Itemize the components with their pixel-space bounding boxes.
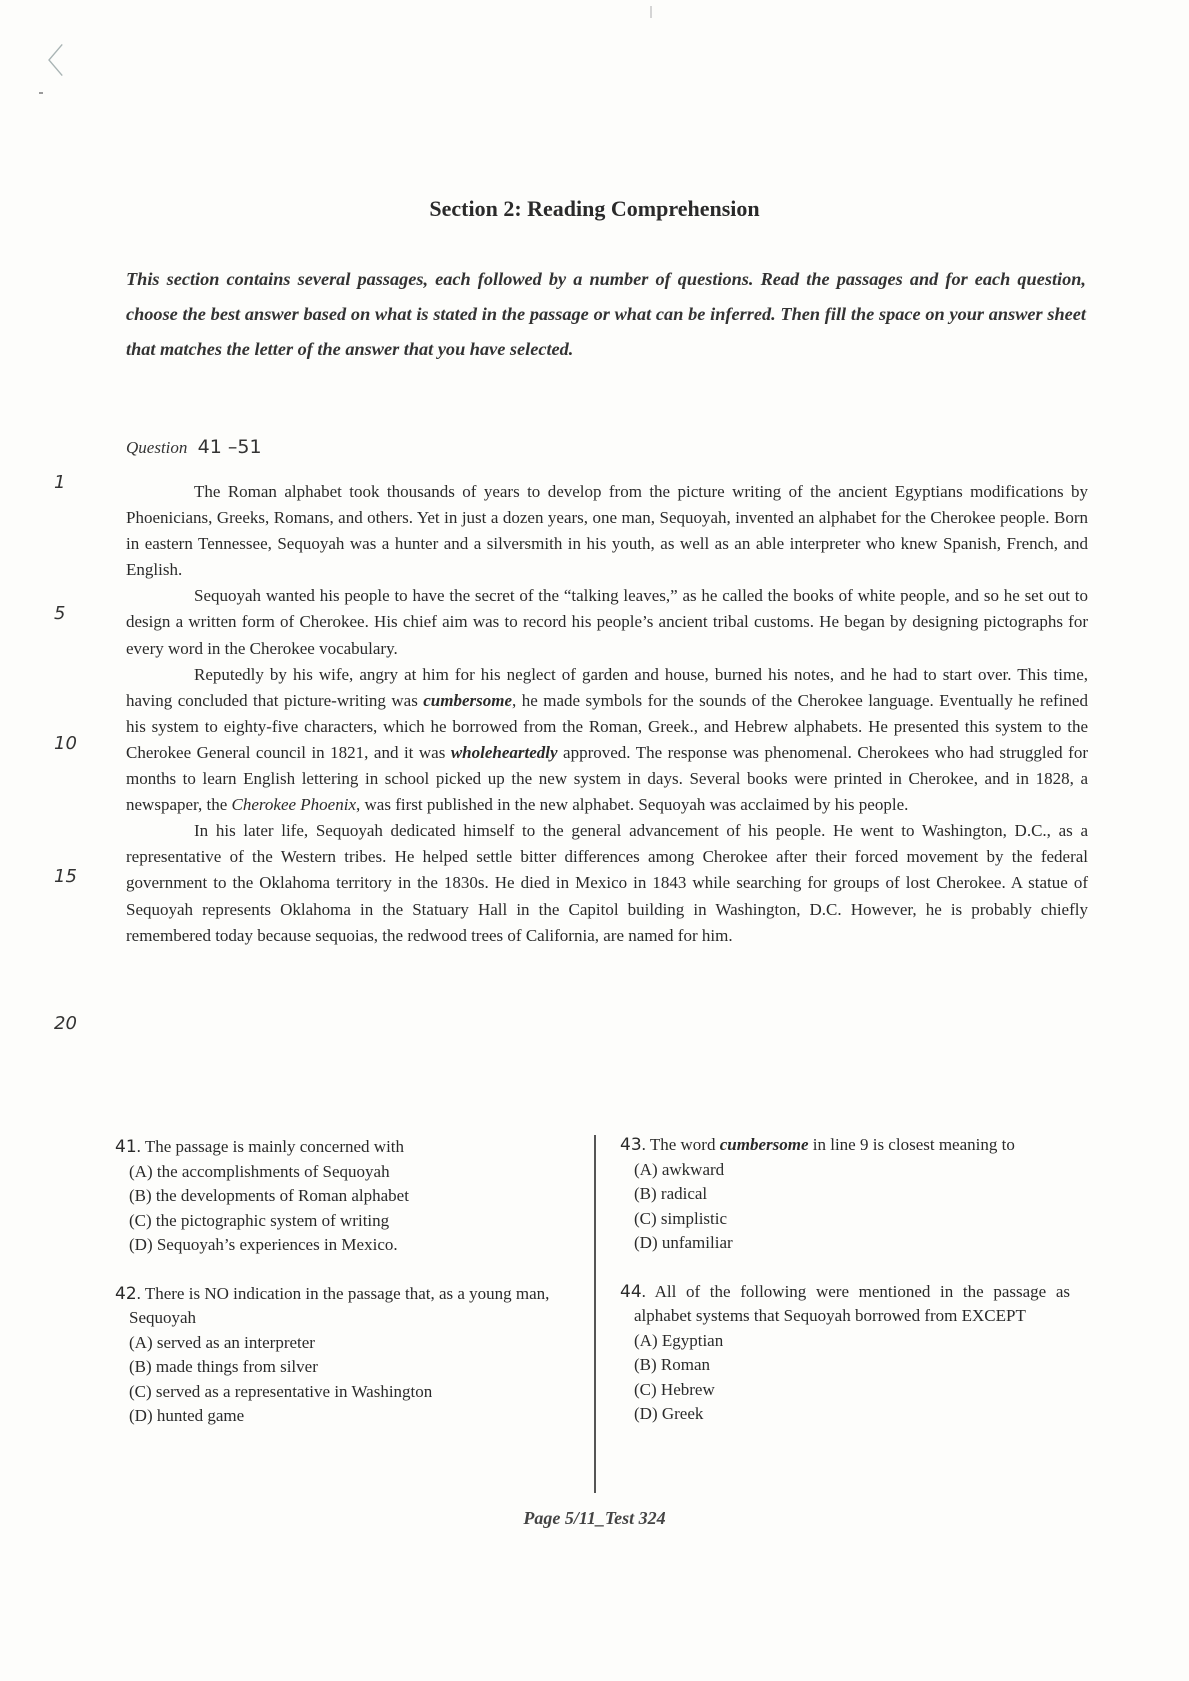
question-range-label: Question [126, 438, 188, 457]
passage-paragraph: In his later life, Sequoyah dedicated himself to the general advancement of his people. He went to Washington, D.C., as a representative of the Western tribes. He helped settle bitter differences among Cherokee after their forced movement by the federal government to the Oklahoma territory in the 1830s. He died in Mexico in 1843 while searching for groups of lost Cherokee. A statue of Sequoyah represents Oklahoma in the Statuary Hall in the Capitol building in Washington, D.C. However, he is probably chiefly remembered today because sequoias, the redwood trees of California, are named for him. [126, 821, 1088, 945]
passage-text: Reputedly by his wife, angry at him for his neglect of garden and house, burned his notes, and he had to start over. This time, having concluded that picture-writing was [126, 664, 1088, 710]
question-text: There is NO indication in the passage that, as a young man, Sequoyah [129, 1283, 550, 1327]
newspaper-title: Cherokee Phoenix [231, 795, 356, 815]
scan-dot [39, 92, 43, 94]
answer-option: (C) Hebrew [634, 1379, 715, 1399]
question-text: The word [649, 1135, 720, 1154]
answer-option: (D) hunted game [129, 1406, 245, 1425]
answer-option: (A) served as an interpreter [129, 1332, 315, 1352]
answer-option: (C) served as a representative in Washington [129, 1381, 433, 1401]
emphasized-word-wholeheartedly: wholeheartedly [450, 742, 558, 762]
answer-option: (B) the developments of Roman alphabet [129, 1186, 409, 1205]
passage-text: , he made symbols for the sounds of the Cherokee language. Eventually he refined his system to eighty-five characters, which he borrowed from the Roman, Greek., and Hebrew alphabets. He presented this system to the Cherokee General council in 1821, and it was [126, 690, 1088, 762]
question-41 [115, 1135, 560, 1258]
question-text: All of the following were mentioned in the passage as alphabet systems that Sequoyah borrowed from EXCEPT [634, 1281, 1071, 1325]
answer-option: (C) simplistic [634, 1208, 728, 1228]
answer-option: (D) Sequoyah’s experiences in Mexico. [129, 1235, 398, 1254]
line-number: 10 [54, 733, 77, 754]
answer-option: (B) radical [634, 1184, 708, 1203]
answer-option: (A) Egyptian [634, 1330, 724, 1350]
question-number: 44 [620, 1281, 642, 1302]
question-number: 41 [115, 1137, 137, 1157]
line-number: 1 [54, 472, 66, 493]
question-stem: 41. The passage is mainly concerned with [115, 1137, 405, 1157]
question-number: 42 [115, 1283, 137, 1304]
question-43 [620, 1133, 1070, 1256]
questions-right-column [620, 1133, 1070, 1441]
question-44 [620, 1280, 1070, 1427]
question-range-numbers: 41 –51 [197, 436, 262, 458]
answer-option: (C) the pictographic system of writing [129, 1210, 390, 1230]
question-text: The passage is mainly concerned with [144, 1137, 405, 1156]
top-scan-tick [650, 6, 652, 18]
question-stem: 42. There is NO indication in the passage that, as a young man, Sequoyah [115, 1283, 550, 1327]
passage-paragraph: The Roman alphabet took thousands of years to develop from the picture writing of the ancient Egyptians modifications by Phoenicians, Greeks, Romans, and others. Yet in just a dozen years, one man, Sequoyah, invented an alphabet for the Cherokee people. Born in eastern Tennessee, Sequoyah was a hunter and a silversmith in his youth, as well as an able interpreter who knew Spanish, French, and English. [126, 482, 1088, 580]
instructions: This section contains several passages, each followed by a number of questions. Read the passages and for each question, choose the best answer based on what is stated in the passage or what can be inferred. Then fill the space on your answer sheet that matches the letter of the answer that you have selected. [126, 269, 1086, 359]
questions-left-column [115, 1135, 560, 1443]
line-number: 15 [54, 866, 77, 887]
answer-option: (D) Greek [634, 1404, 704, 1423]
answer-option: (D) unfamiliar [634, 1233, 733, 1252]
passage-paragraph [126, 662, 1088, 819]
corner-scan-mark: 〈 [30, 42, 64, 82]
column-divider [594, 1135, 596, 1493]
page-footer: Page 5/11_Test 324 [523, 1508, 666, 1528]
emphasized-word-cumbersome: cumbersome [719, 1135, 809, 1154]
reading-passage [126, 479, 1088, 949]
answer-option: (B) made things from silver [129, 1357, 318, 1376]
answer-option: (A) awkward [634, 1159, 725, 1179]
question-text: in line 9 is closest meaning to [808, 1135, 1015, 1154]
question-42 [115, 1282, 560, 1429]
passage-text: approved. The response was phenomenal. Cherokees who had struggled for months to learn English lettering in school picked up the new system in days. Several books were printed in Cherokee, and in 1828, a newspaper, the [126, 742, 1088, 815]
emphasized-word-cumbersome: cumbersome [423, 690, 513, 710]
question-range [126, 436, 262, 458]
answer-option: (B) Roman [634, 1355, 711, 1374]
passage-text: , was first published in the new alphabet. Sequoyah was acclaimed by his people. [356, 795, 909, 815]
question-stem: 43. The word cumbersome in line 9 is closest meaning to [620, 1135, 1015, 1155]
passage-paragraph: Sequoyah wanted his people to have the secret of the “talking leaves,” as he called the books of white people, and so he set out to design a written form of Cherokee. His chief aim was to record his people’s ancient tribal customs. He began by designing pictographs for every word in the Cherokee vocabulary. [126, 586, 1088, 658]
question-stem: 44. All of the following were mentioned in the passage as alphabet systems that Sequoyah borrowed from EXCEPT [620, 1281, 1071, 1325]
question-number: 43 [620, 1135, 642, 1155]
line-number: 5 [54, 603, 66, 624]
answer-option: (A) the accomplishments of Sequoyah [129, 1161, 390, 1181]
section-title: Section 2: Reading Comprehension [429, 196, 760, 221]
line-number: 20 [54, 1013, 77, 1034]
